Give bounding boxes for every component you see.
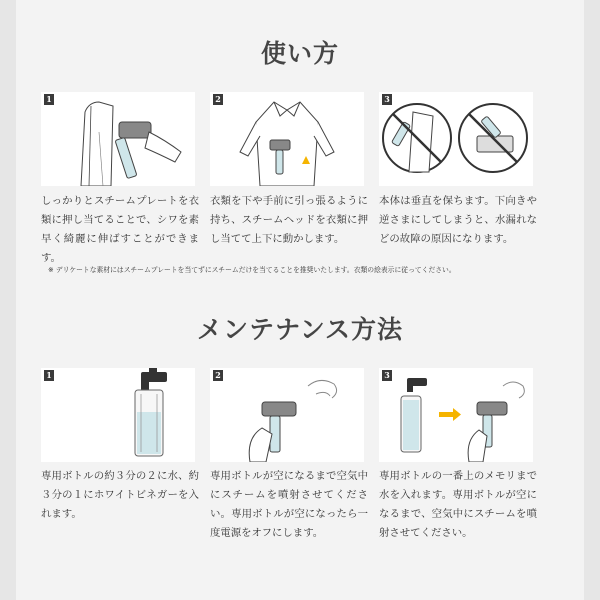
step-number: 1: [44, 370, 54, 381]
usage-step-1-text: しっかりとスチームプレートを衣類に押し当てることで、シワを素早く綺麗に伸ばすことができます。: [41, 195, 199, 264]
usage-step-2-illustration: [210, 92, 364, 186]
step-number: 2: [213, 370, 223, 381]
step-number: 2: [213, 94, 223, 105]
usage-note: ※ デリケートな素材にはスチームプレートを当てずにスチームだけを当てることを推奨いたします。衣類の絵表示に従ってください。: [48, 266, 456, 274]
usage-title: 使い方: [260, 39, 339, 68]
fill-and-spray-icon: [379, 368, 533, 462]
step-number: 3: [382, 370, 392, 381]
usage-step-2-text: 衣類を下や手前に引っ張るように持ち、スチームヘッドを衣類に押し当てて上下に動かします。: [210, 195, 368, 245]
steamer-spray-icon: [210, 368, 364, 462]
maintenance-step-2-illustration: [210, 368, 364, 462]
usage-step-1-illustration: [41, 92, 195, 186]
maintenance-title: メンテナンス方法: [196, 315, 403, 344]
maintenance-step-1-text: 専用ボトルの約３分の２に水、約３分の１にホワイトビネガーを入れます。: [41, 470, 199, 520]
maintenance-step-3-illustration: [379, 368, 533, 462]
maintenance-step-1-illustration: [41, 368, 195, 462]
maintenance-step-3-text: 専用ボトルの一番上のメモリまで水を入れます。専用ボトルが空になるまで、空気中にスチームを噴射させてください。: [379, 470, 537, 539]
faucet-bottle-icon: [41, 368, 195, 462]
page: [16, 0, 584, 600]
usage-step-3-text: 本体は垂直を保ちます。下向きや逆さまにしてしまうと、水漏れなどの故障の原因になります。: [379, 195, 537, 245]
maintenance-step-2-text: 専用ボトルが空になるまで空気中にスチームを噴射させてください。専用ボトルが空になったら一度電源をオフにします。: [210, 470, 368, 539]
garment-steam-icon: [41, 92, 195, 186]
shirt-steam-icon: [210, 92, 364, 186]
prohibited-use-icon: [379, 92, 533, 186]
step-number: 1: [44, 94, 54, 105]
usage-step-3-illustration: [379, 92, 533, 186]
step-number: 3: [382, 94, 392, 105]
